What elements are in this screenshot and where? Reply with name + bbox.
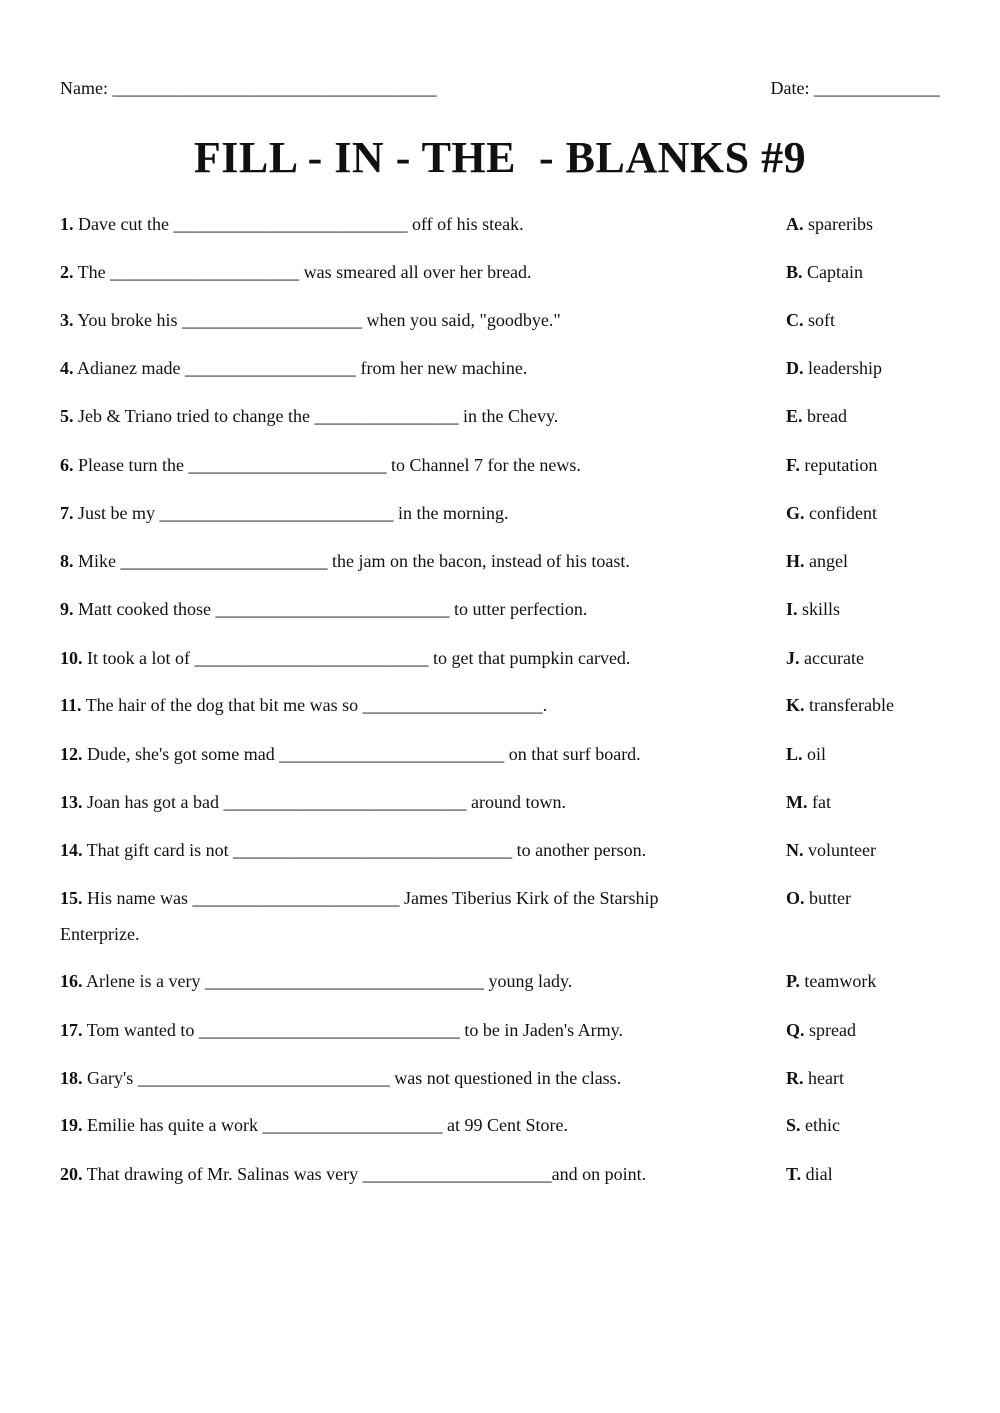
answer-letter: S. xyxy=(786,1115,801,1135)
question-sentence: You broke his ____________________ when you said, "goodbye." xyxy=(73,310,561,330)
date-field[interactable]: Date: ______________ xyxy=(770,78,940,98)
answer-letter: J. xyxy=(786,648,800,668)
question-sentence: Emilie has quite a work ____________________ at 99 Cent Store. xyxy=(82,1115,568,1135)
question-sentence: It took a lot of __________________________ to get that pumpkin carved. xyxy=(82,648,631,668)
question-sentence: The _____________________ was smeared all over her bread. xyxy=(73,262,532,282)
answer-option xyxy=(786,736,826,772)
question-sentence: Adianez made ___________________ from her new machine. xyxy=(73,358,528,378)
header xyxy=(60,78,940,104)
question-number: 17. xyxy=(60,1020,83,1040)
answer-option xyxy=(786,640,864,676)
question-sentence: The hair of the dog that bit me was so ____________________. xyxy=(81,695,548,715)
question-text[interactable] xyxy=(60,302,740,338)
answer-word: teamwork xyxy=(799,971,877,991)
question-number: 3. xyxy=(60,310,74,330)
question-number: 8. xyxy=(60,551,74,571)
question-text[interactable] xyxy=(60,254,740,290)
question-sentence: Dave cut the __________________________ off of his steak. xyxy=(73,214,524,234)
question-number: 11. xyxy=(60,695,82,715)
question-sentence: That gift card is not _______________________________ to another person. xyxy=(82,840,647,860)
answer-letter: D. xyxy=(786,358,804,378)
answer-letter: N. xyxy=(786,840,804,860)
answer-option xyxy=(786,963,876,999)
answer-letter: T. xyxy=(786,1164,802,1184)
answer-word: oil xyxy=(802,744,827,764)
answer-word: heart xyxy=(803,1068,844,1088)
answer-letter: K. xyxy=(786,695,805,715)
question-number: 6. xyxy=(60,455,74,475)
question-text[interactable] xyxy=(60,350,740,386)
question-text[interactable] xyxy=(60,398,740,434)
question-text[interactable] xyxy=(60,1012,740,1048)
question-number: 14. xyxy=(60,840,83,860)
question-text[interactable] xyxy=(60,447,740,483)
answer-letter: C. xyxy=(786,310,804,330)
question-number: 4. xyxy=(60,358,74,378)
answer-letter: B. xyxy=(786,262,803,282)
question-number: 15. xyxy=(60,888,83,908)
answer-letter: H. xyxy=(786,551,805,571)
answer-letter: M. xyxy=(786,792,808,812)
answer-word: angel xyxy=(804,551,848,571)
answer-letter: Q. xyxy=(786,1020,805,1040)
answer-letter: G. xyxy=(786,503,805,523)
question-number: 16. xyxy=(60,971,83,991)
answer-letter: O. xyxy=(786,888,805,908)
question-number: 13. xyxy=(60,792,83,812)
question-sentence: Joan has got a bad ___________________________ around town. xyxy=(82,792,566,812)
question-sentence: Arlene is a very _______________________________ young lady. xyxy=(82,971,573,991)
answer-word: soft xyxy=(803,310,835,330)
answer-word: reputation xyxy=(799,455,878,475)
answer-letter: F. xyxy=(786,455,800,475)
answer-option xyxy=(786,687,894,723)
worksheet-title: FILL - IN - THE - BLANKS #9 xyxy=(193,133,807,182)
answer-word: ethic xyxy=(800,1115,840,1135)
answer-letter: A. xyxy=(786,214,804,234)
question-text[interactable] xyxy=(60,591,740,627)
question-text[interactable] xyxy=(60,784,740,820)
question-text[interactable] xyxy=(60,543,740,579)
question-number: 19. xyxy=(60,1115,83,1135)
question-sentence: Dude, she's got some mad _________________________ on that surf board. xyxy=(82,744,641,764)
question-number: 20. xyxy=(60,1164,83,1184)
answer-option xyxy=(786,832,876,868)
answer-option xyxy=(786,302,835,338)
answer-word: skills xyxy=(797,599,841,619)
answer-word: fat xyxy=(807,792,831,812)
question-number: 10. xyxy=(60,648,83,668)
question-sentence: His name was _______________________ James Tiberius Kirk of the Starship Enterprize. xyxy=(60,888,663,944)
question-sentence: That drawing of Mr. Salinas was very _____________________and on point. xyxy=(82,1164,647,1184)
answer-option xyxy=(786,350,882,386)
question-text[interactable] xyxy=(60,687,740,723)
answer-word: Captain xyxy=(802,262,864,282)
question-text[interactable] xyxy=(60,206,740,242)
answer-word: volunteer xyxy=(803,840,876,860)
question-text[interactable] xyxy=(60,963,740,999)
question-text[interactable] xyxy=(60,1107,740,1143)
question-sentence: Gary's ____________________________ was not questioned in the class. xyxy=(82,1068,622,1088)
answer-letter: E. xyxy=(786,406,803,426)
question-text[interactable] xyxy=(60,880,740,952)
question-number: 5. xyxy=(60,406,74,426)
question-text[interactable] xyxy=(60,832,740,868)
answer-option xyxy=(786,543,848,579)
answer-option xyxy=(786,206,873,242)
answer-option xyxy=(786,1060,844,1096)
question-text[interactable] xyxy=(60,1156,740,1192)
question-sentence: Just be my __________________________ in the morning. xyxy=(73,503,509,523)
answer-letter: L. xyxy=(786,744,803,764)
question-number: 7. xyxy=(60,503,74,523)
answer-word: dial xyxy=(801,1164,833,1184)
question-sentence: Mike _______________________ the jam on the bacon, instead of his toast. xyxy=(73,551,630,571)
answer-option xyxy=(786,495,877,531)
answer-option xyxy=(786,591,840,627)
answer-letter: I. xyxy=(786,599,798,619)
question-sentence: Jeb & Triano tried to change the ________________ in the Chevy. xyxy=(73,406,559,426)
question-text[interactable] xyxy=(60,640,740,676)
answer-word: leadership xyxy=(803,358,882,378)
question-number: 18. xyxy=(60,1068,83,1088)
answer-option xyxy=(786,784,831,820)
question-text[interactable] xyxy=(60,1060,740,1096)
answer-option xyxy=(786,1107,840,1143)
answer-option xyxy=(786,880,851,916)
answer-letter: R. xyxy=(786,1068,804,1088)
question-text[interactable] xyxy=(60,495,740,531)
question-sentence: Matt cooked those __________________________ to utter perfection. xyxy=(73,599,588,619)
question-sentence: Tom wanted to _____________________________ to be in Jaden's Army. xyxy=(82,1020,623,1040)
question-number: 12. xyxy=(60,744,83,764)
answer-word: spareribs xyxy=(803,214,873,234)
question-text[interactable] xyxy=(60,736,740,772)
question-number: 2. xyxy=(60,262,74,282)
answer-option xyxy=(786,398,847,434)
answer-word: bread xyxy=(802,406,847,426)
answer-option xyxy=(786,447,877,483)
answer-word: butter xyxy=(804,888,852,908)
question-number: 1. xyxy=(60,214,74,234)
answer-word: spread xyxy=(804,1020,856,1040)
answer-option xyxy=(786,1156,833,1192)
answer-option xyxy=(786,254,863,290)
answer-letter: P. xyxy=(786,971,800,991)
name-field[interactable]: Name: ____________________________________ xyxy=(60,78,437,98)
question-number: 9. xyxy=(60,599,74,619)
answer-option xyxy=(786,1012,856,1048)
answer-word: transferable xyxy=(804,695,894,715)
answer-word: confident xyxy=(804,503,877,523)
answer-word: accurate xyxy=(799,648,864,668)
question-sentence: Please turn the ______________________ to Channel 7 for the news. xyxy=(73,455,581,475)
